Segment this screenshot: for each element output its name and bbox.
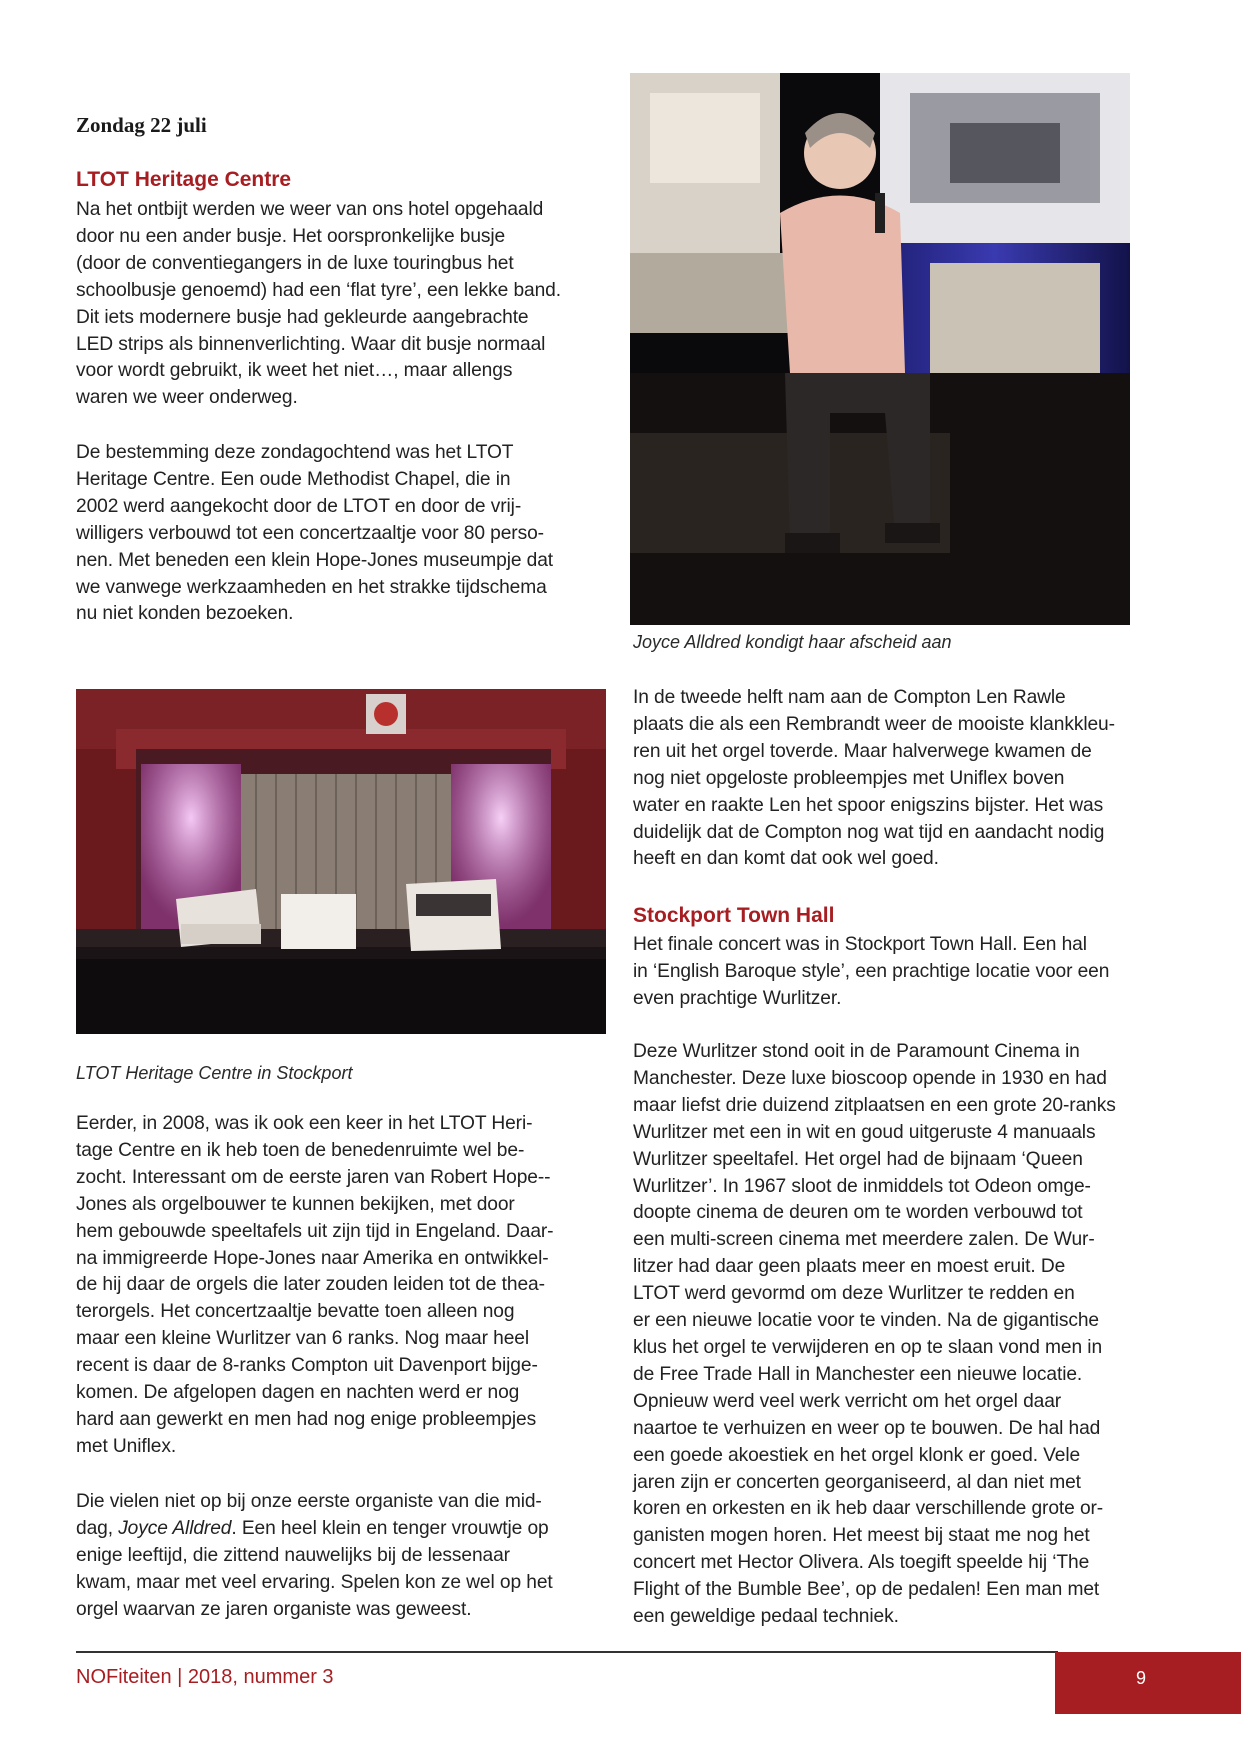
text-line: koren en orkesten en ik heb daar verschillende grote or- — [633, 1498, 1104, 1520]
paragraph-joyce-line2 — [76, 1516, 553, 1543]
paragraph-len-rawle — [633, 685, 1115, 873]
photo-heritage-centre — [76, 689, 606, 1034]
text-line: hard aan gewerkt en men had nog enige probleempjes — [76, 1408, 537, 1430]
paragraph-destination — [76, 440, 553, 628]
text-line: er een nieuwe locatie voor te vinden. Na de gigantische — [633, 1310, 1099, 1332]
photo-joyce-alldred — [630, 73, 1130, 625]
text-line: concert met Hector Olivera. Als toegift speelde hij ‘The — [633, 1552, 1090, 1574]
text-line: Het finale concert was in Stockport Town Hall. Een hal — [633, 934, 1087, 955]
text-line: terorgels. Het concertzaaltje bevatte toen alleen nog — [76, 1301, 515, 1323]
text-line: Opnieuw werd veel werk verricht om het orgel daar — [633, 1390, 1062, 1412]
paragraph-joyce-line1: Die vielen niet op bij onze eerste organiste van die mid- — [76, 1491, 542, 1512]
text-line: doopte cinema de deuren om te worden verbouwd tot — [633, 1202, 1083, 1224]
text-line: Deze Wurlitzer stond ooit in de Paramount Cinema in — [633, 1041, 1080, 1062]
text-line: nen. Met beneden een klein Hope-Jones museumpje dat — [76, 549, 554, 571]
text-line: water en raakte Len het spoor enigszins bijster. Het was — [633, 794, 1104, 816]
text-line: ganisten mogen horen. Het meest bij staat me nog het — [633, 1525, 1090, 1547]
text-line: door nu een ander busje. Het oorspronkelijke busje — [76, 225, 506, 247]
text-line: ren uit het orgel toverde. Maar halverwege kwamen de — [633, 740, 1092, 762]
text-line: maar liefst drie duizend zitplaatsen en een grote 20-ranks — [633, 1094, 1116, 1116]
text-line: de Free Trade Hall in Manchester een nieuwe locatie. — [633, 1363, 1083, 1385]
text-line: na immigreerde Hope-Jones naar Amerika en ontwikkel- — [76, 1247, 549, 1269]
text-line: Jones als orgelbouwer te kunnen bekijken, met door — [76, 1193, 515, 1215]
text-line: Dit iets modernere busje had gekleurde aangebrachte — [76, 306, 529, 328]
article-date: Zondag 22 juli — [76, 113, 207, 137]
text-line: naartoe te verhuizen en weer op te bouwen. De hal had — [633, 1417, 1101, 1439]
caption-heritage-centre: LTOT Heritage Centre in Stockport — [76, 1063, 353, 1083]
joyce-prefix: dag, — [76, 1517, 119, 1539]
text-line: Wurlitzer speeltafel. Het orgel had de bijnaam ‘Queen — [633, 1148, 1083, 1170]
text-line: in ‘English Baroque style’, een prachtige locatie voor een — [633, 960, 1110, 982]
text-line: (door de conventiegangers in de luxe touringbus het — [76, 252, 514, 274]
footer-rule — [76, 1651, 1058, 1653]
text-line: Heritage Centre. Een oude Methodist Chapel, die in — [76, 468, 511, 490]
paragraph-joyce-rest — [76, 1543, 553, 1624]
text-line: voor wordt gebruikt, ik weet het niet…, maar allengs — [76, 360, 513, 382]
page-number: 9 — [1136, 1668, 1147, 1688]
text-line: orgel waarvan ze jaren organiste was geweest. — [76, 1598, 472, 1620]
joyce-suffix: . Een heel klein en tenger vrouwtje op — [231, 1517, 549, 1539]
text-line: duidelijk dat de Compton nog wat tijd en aandacht nodig — [633, 821, 1105, 843]
text-line: de hij daar de orgels die later zouden leiden tot de thea- — [76, 1274, 545, 1296]
heritage-centre-illustration — [76, 689, 606, 1034]
page-number-box — [1055, 1652, 1241, 1714]
text-line: schoolbusje genoemd) had een ‘flat tyre’, een lekke band. — [76, 279, 561, 301]
paragraph-intro — [76, 197, 561, 412]
text-line: even prachtige Wurlitzer. — [633, 987, 842, 1009]
text-line: maar een kleine Wurlitzer van 6 ranks. Nog maar heel — [76, 1328, 530, 1350]
text-line: In de tweede helft nam aan de Compton Len Rawle — [633, 687, 1066, 708]
text-line: recent is daar de 8-ranks Compton uit Davenport bijge- — [76, 1355, 538, 1377]
text-line: klus het orgel te verwijderen en op te slaan vond men in — [633, 1336, 1103, 1358]
text-line: tage Centre en ik heb toen de benedenruimte wel be- — [76, 1139, 525, 1161]
text-line: Wurlitzer’. In 1967 sloot de inmiddels tot Odeon omge- — [633, 1175, 1091, 1197]
joyce-alldred-illustration — [630, 73, 1130, 625]
organist-name: Joyce Alldred — [118, 1517, 232, 1539]
footer-publication: NOFiteiten | 2018, nummer 3 — [76, 1666, 334, 1688]
text-line: we vanwege werkzaamheden en het strakke tijdschema — [76, 576, 547, 598]
text-line: met Uniflex. — [76, 1435, 177, 1457]
text-line: Na het ontbijt werden we weer van ons hotel opgehaald — [76, 199, 544, 220]
text-line: nog niet opgeloste probleempjes met Uniflex boven — [633, 767, 1065, 789]
text-line: heeft en dan komt dat ook wel goed. — [633, 848, 939, 870]
text-line: een goede akoestiek en het orgel klonk er goed. Vele — [633, 1444, 1081, 1466]
text-line: komen. De afgelopen dagen en nachten werd er nog — [76, 1382, 520, 1404]
text-line: zocht. Interessant om de eerste jaren van Robert Hope-- — [76, 1166, 551, 1188]
text-line: hem gebouwde speeltafels uit zijn tijd in Engeland. Daar- — [76, 1220, 554, 1242]
paragraph-joyce — [76, 1489, 553, 1624]
text-line: willigers verbouwd tot een concertzaaltje voor 80 perso- — [76, 522, 544, 544]
text-line: LTOT werd gevormd om deze Wurlitzer te redden en — [633, 1283, 1075, 1305]
text-line: De bestemming deze zondagochtend was het LTOT — [76, 442, 514, 463]
text-line: litzer had daar geen plaats meer en moest eruit. De — [633, 1256, 1066, 1278]
section-heading-ltot: LTOT Heritage Centre — [76, 168, 292, 191]
text-line: waren we weer onderweg. — [76, 387, 298, 409]
text-line: een multi-screen cinema met meerdere zalen. De Wur- — [633, 1229, 1095, 1251]
caption-joyce-alldred: Joyce Alldred kondigt haar afscheid aan — [633, 632, 952, 652]
text-line: Wurlitzer met een in wit en goud uitgeruste 4 manuaals — [633, 1121, 1096, 1143]
text-line: een geweldige pedaal techniek. — [633, 1606, 899, 1628]
text-line: enige leeftijd, die zittend nauwelijks bij de lessenaar — [76, 1544, 510, 1566]
text-line: Flight of the Bumble Bee’, op de pedalen! Een man met — [633, 1579, 1100, 1601]
text-line: jaren zijn er concerten georganiseerd, al dan niet met — [633, 1471, 1081, 1493]
text-line: Eerder, in 2008, was ik ook een keer in het LTOT Heri- — [76, 1113, 533, 1134]
text-line: LED strips als binnenverlichting. Waar dit busje normaal — [76, 333, 546, 355]
text-line: Manchester. Deze luxe bioscoop opende in 1930 en had — [633, 1067, 1107, 1089]
text-line: 2002 werd aangekocht door de LTOT en door de vrij- — [76, 495, 522, 517]
paragraph-wurlitzer-history — [633, 1039, 1116, 1631]
paragraph-finale — [633, 932, 1109, 1013]
text-line: nu niet konden bezoeken. — [76, 603, 294, 625]
text-line: kwam, maar met veel ervaring. Spelen kon ze wel op het — [76, 1571, 553, 1593]
section-heading-stockport: Stockport Town Hall — [633, 904, 835, 927]
paragraph-earlier-visit — [76, 1111, 553, 1461]
text-line: plaats die als een Rembrandt weer de mooiste klankkleu- — [633, 713, 1115, 735]
